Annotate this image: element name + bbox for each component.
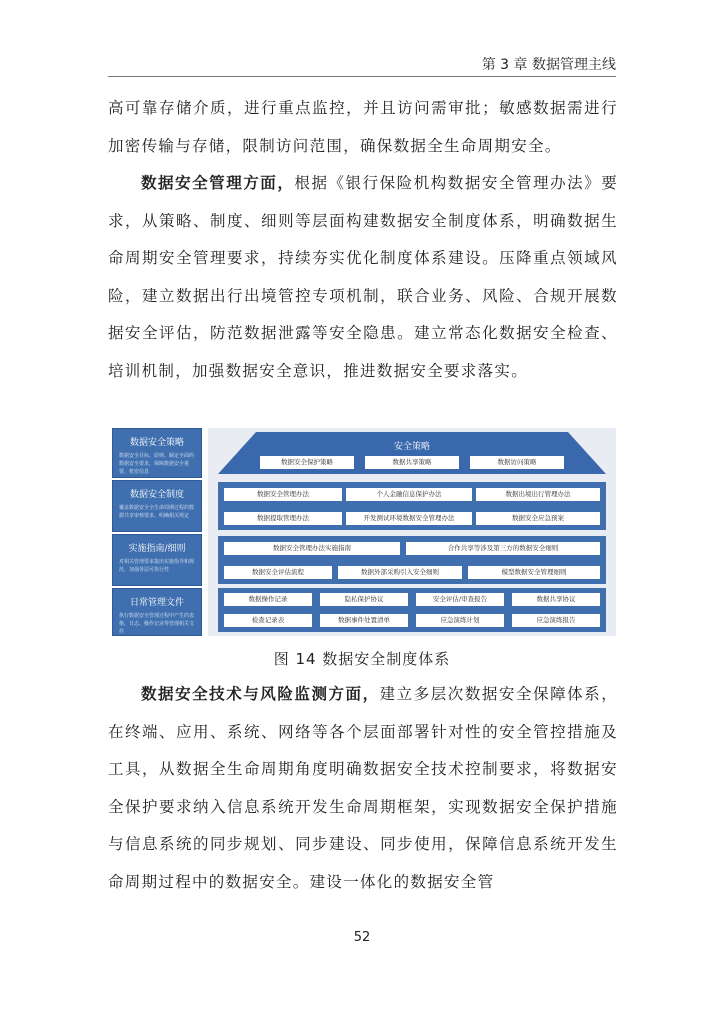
daily-item: 安全评估/审查报告 [416,593,504,606]
paragraph-data-security-management [108,165,618,390]
figure-caption: 图 14 数据安全制度体系 [273,650,451,668]
left-box-strategy [112,428,202,478]
page-header [108,44,616,77]
daily-item: 数据事件处置清单 [320,614,408,627]
left-box-desc: 对相关管理要求提出实施指导和规范，加强各层可执行性 [119,559,195,573]
left-box-desc: 数据安全目标、原则、制定全面的数据安全要求，保障数据安全重要、机密信息 [119,453,195,475]
daily-item: 数据操作记录 [224,593,312,606]
daily-item: 隐私保护协议 [320,593,408,606]
paragraph-body: 建立多层次数据安全保障体系，在终端、应用、系统、网络等各个层面部署针对性的安全管控措施及工具，从数据全生命周期角度明确数据安全技术控制要求，将数据安全保护要求纳入信息系统开发生命周期框架，实现数据安全保护措施与信息系统的同步规划、同步建设、同步使用，保障信息系统开发生命周期过程中的数据安全。建设一体化的数据安全管 [108,685,619,891]
rule-item: 数据出境出行管理办法 [476,488,600,501]
daily-item: 数据共享协议 [512,593,600,606]
paragraph-tech-risk-monitoring [108,676,618,901]
daily-item: 检查记录表 [224,614,312,627]
daily-item: 应急演练报告 [512,614,600,627]
left-box-guides [112,534,202,586]
paragraph-continuation: 高可靠存储介质，进行重点监控，并且访问需审批；敏感数据需进行加密传输与存储，限制访问范围，确保数据全生命周期安全。 [108,99,618,155]
rule-item: 数据提取管理办法 [224,512,342,525]
rule-item: 数据安全管理办法 [224,488,342,501]
rule-item: 数据安全应急预案 [476,512,600,525]
chapter-title: 第 3 章 数据管理主线 [481,57,616,73]
guide-item: 数据安全管理办法实施指南 [224,542,400,555]
strategy-title: 安全策略 [393,442,430,452]
left-box-daily [112,588,202,636]
left-box-title: 数据安全策略 [129,438,184,448]
left-box-system [112,480,202,532]
figure-left-column [112,428,202,636]
paragraph-body: 根据《银行保险机构数据安全管理办法》要求，从策略、制度、细则等层面构建数据安全制度体系，明确数据生命周期安全管理要求，持续夯实优化制度体系建设。压降重点领域风险，建立数据出行出境管控专项机制，联合业务、风险、合规开展数据安全评估，防范数据泄露等安全隐患。建立常态化数据安全检查、培训机制，加强数据安全意识，推进数据安全要求落实。 [108,174,619,380]
guide-item: 合作共享等涉及第三方的数据安全细则 [406,542,600,555]
page-number: 52 [353,930,371,945]
left-box-title: 日常管理文件 [129,598,184,608]
rule-item: 开发测试环境数据安全管理办法 [346,512,472,525]
data-security-framework-figure [112,428,616,636]
strategy-item: 数据访问策略 [470,456,564,469]
daily-item: 应急演练计划 [416,614,504,627]
left-box-title: 数据安全制度 [129,490,184,500]
strategy-item: 数据安全保护策略 [260,456,354,469]
paragraph-lead-bold: 数据安全技术与风险监测方面， [141,685,380,703]
guide-item: 数据外部采购引入安全细则 [338,566,462,579]
strategy-item: 数据共享策略 [365,456,459,469]
left-box-desc: 覆盖数据安全全生命周期过程的数据共享审核要求、明确相关规定 [119,505,195,519]
guide-item: 数据安全评估流程 [224,566,332,579]
left-box-title: 实施指南/细则 [128,544,186,554]
paragraph-lead-bold: 数据安全管理方面， [141,174,295,192]
left-box-desc: 执行数据安全管理过程中产生的表格、日志、操作记录等管理相关文件 [119,613,195,635]
rule-item: 个人金融信息保护办法 [346,488,472,501]
guide-item: 模型数据安全管理细则 [468,566,600,579]
figure-right-panel [208,428,616,636]
